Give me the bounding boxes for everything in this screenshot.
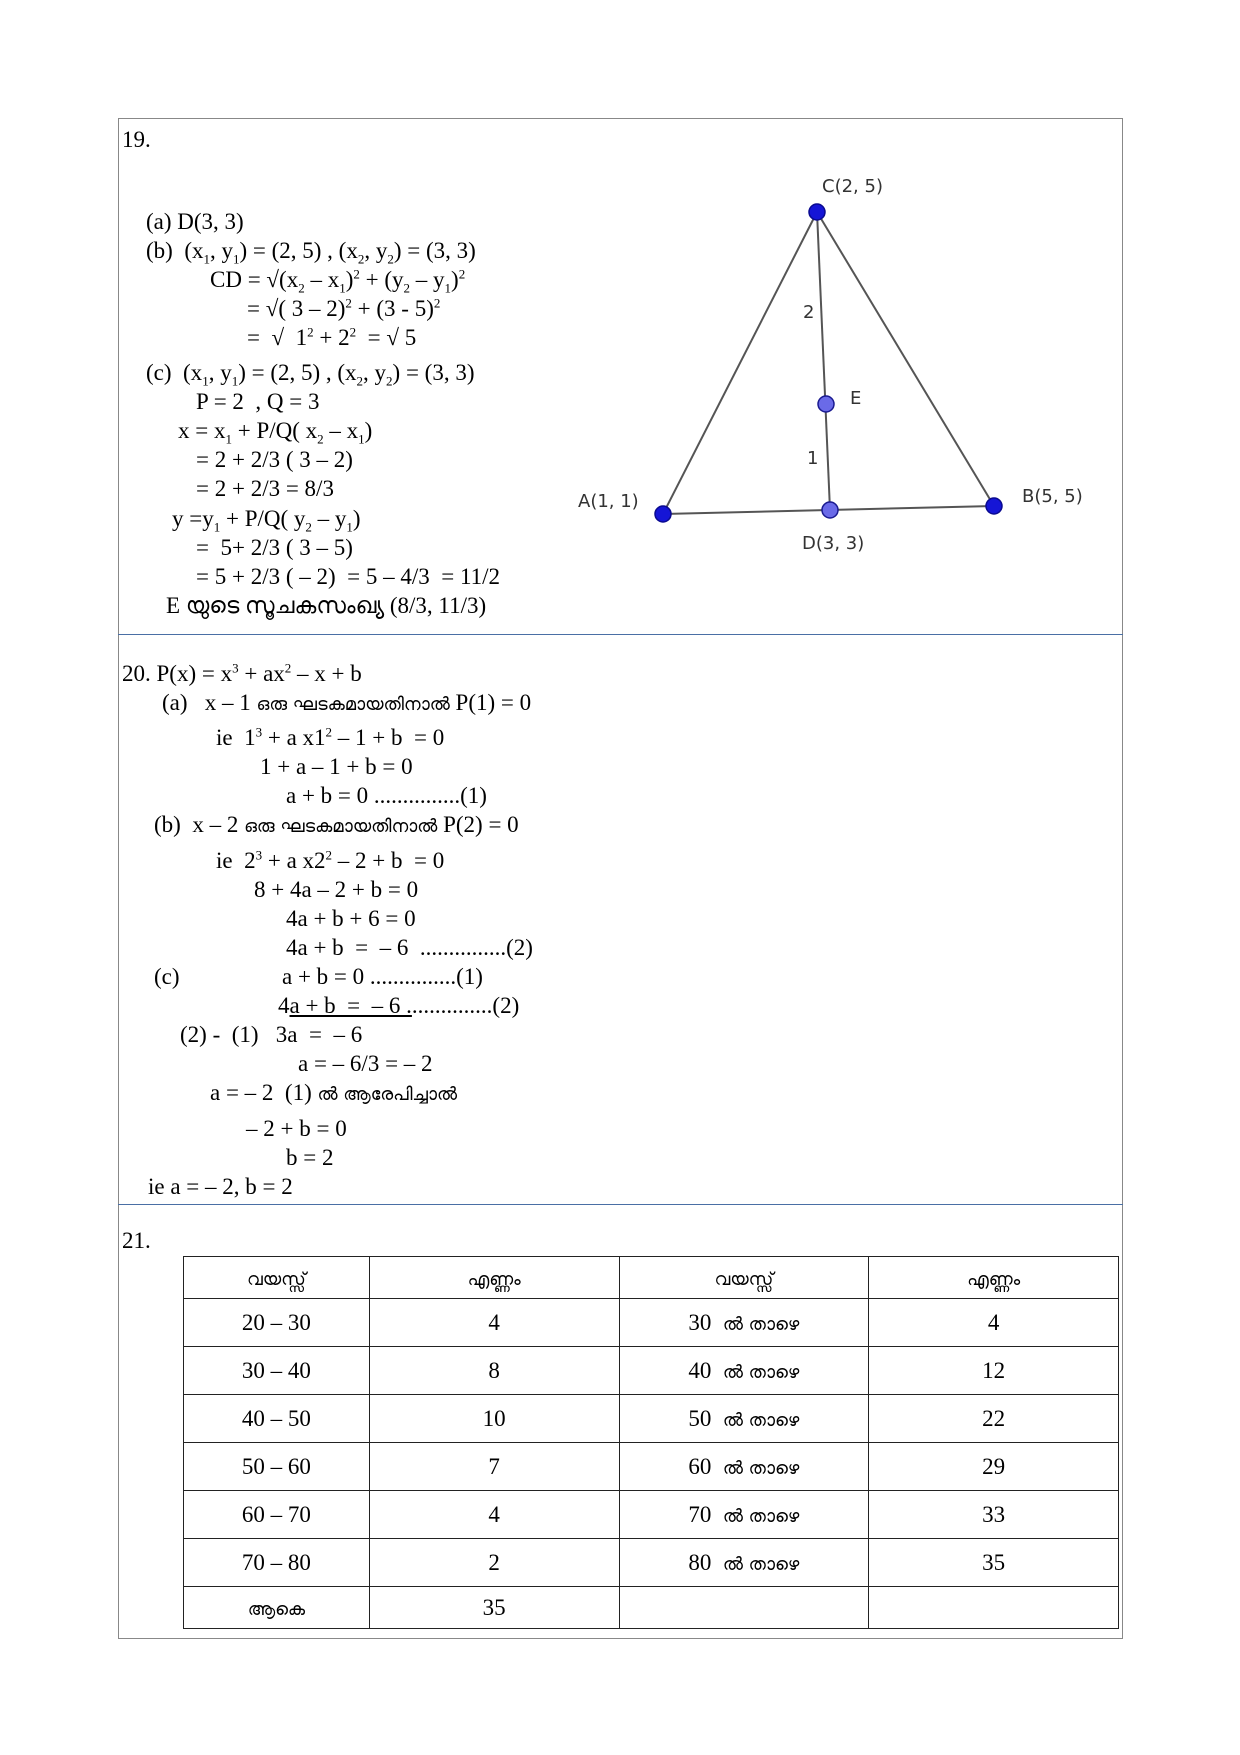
q20-a-step2: 1 + a – 1 + b = 0: [260, 754, 413, 779]
table-header-row: [184, 1257, 1119, 1299]
side-cb: [817, 212, 994, 506]
q20-b-step1: ie $2^3 + a$ $x2^2 - 2 + b = 0$: [216, 847, 445, 873]
below-value: 30 ൽ താഴെ: [619, 1299, 869, 1347]
table-row: [184, 1395, 1119, 1443]
label-a: A(1, 1): [578, 491, 639, 512]
count: 4: [369, 1491, 619, 1539]
q19-part-c: (c) ($x_1$, $y_1) = (2$, 5) , ($x_2$, $y_2) = (3$, 3): [146, 360, 475, 389]
age-range: 50 – 60: [184, 1443, 370, 1491]
q20-a-eq1: a + b = 0 ...............(1): [286, 783, 487, 808]
label-c: C(2, 5): [822, 176, 883, 197]
count: 8: [369, 1347, 619, 1395]
count: 2: [369, 1539, 619, 1587]
label-b: B(5, 5): [1022, 486, 1083, 507]
table-row: [184, 1443, 1119, 1491]
q19-y-formula: $y =y_1 + P/Q$( $y_2 - y_1$): [172, 506, 361, 535]
header-age: വയസ്സ്: [184, 1257, 370, 1299]
below-value: 70 ൽ താഴെ: [619, 1491, 869, 1539]
cumulative-count: 22: [869, 1395, 1119, 1443]
segment-ed-length: 1: [807, 448, 819, 469]
q20-c-substitute: a = – 2 (1) ൽ ആരേപിച്ചാൽ: [210, 1080, 458, 1105]
ml-substitute-text: ൽ ആരേപിച്ചാൽ: [317, 1084, 458, 1105]
q19-x-step2: = 2 + 2/3 = 8/3: [196, 476, 334, 501]
triangle-figure: [560, 168, 1120, 568]
section-divider: [118, 634, 1123, 635]
cumulative-count: 33: [869, 1491, 1119, 1539]
age-range: 40 – 50: [184, 1395, 370, 1443]
empty-cell: [869, 1587, 1119, 1629]
table-row: [184, 1299, 1119, 1347]
frequency-table: [183, 1256, 1119, 1629]
q19-part-a: (a) D(3, 3): [146, 209, 244, 234]
q19-answer: E യുടെ സൂചകസംഖ്യ (8/3, 11/3): [166, 593, 487, 618]
q20-c-eq2: 4a + b = – 6 ...............(2): [278, 993, 520, 1018]
count: 10: [369, 1395, 619, 1443]
segment-ce-length: 2: [803, 302, 815, 323]
cumulative-count: 29: [869, 1443, 1119, 1491]
q20-c-a-value: a = – 6/3 = – 2: [298, 1051, 433, 1076]
q20-b-step2: 8 + 4a – 2 + b = 0: [254, 877, 419, 902]
ml-factor-text: ഒരു ഘടകമായതിനാൽ: [256, 694, 450, 715]
q20-c-b-value: b = 2: [286, 1145, 334, 1170]
q20-c-subtract: (2) - (1) 3a = – 6: [180, 1022, 363, 1047]
label-e: E: [850, 388, 862, 409]
q20-part-a: (a) x – 1 ഒരു ഘടകമായതിനാൽ P(1) = 0: [162, 690, 532, 715]
q19-number: 19.: [122, 127, 151, 152]
empty-cell: [619, 1587, 869, 1629]
table-row: [184, 1491, 1119, 1539]
point-a: [655, 506, 671, 522]
cumulative-count: 35: [869, 1539, 1119, 1587]
count: 4: [369, 1299, 619, 1347]
q19-x-formula: $x = x_1 + P/Q$( $x_2 - x_1$): [178, 418, 373, 447]
point-e: [818, 396, 834, 412]
section-divider: [118, 1204, 1123, 1205]
ml-factor-text: ഒരു ഘടകമായതിനാൽ: [244, 816, 438, 837]
side-ca: [663, 212, 817, 514]
header-cumulative: എണ്ണം: [869, 1257, 1119, 1299]
header-age-below: വയസ്സ്: [619, 1257, 869, 1299]
q19-x-step1: = 2 + 2/3 ( 3 – 2): [196, 447, 353, 472]
table-row: [184, 1347, 1119, 1395]
q20-part-b: (b) x – 2 ഒരു ഘടകമായതിനാൽ P(2) = 0: [154, 812, 519, 837]
q19-cd-formula: CD = $√(x_2 - x_1)^2 + (y_2 - y_1)^2$: [210, 266, 466, 296]
q20-c-eq1: a + b = 0 ...............(1): [282, 964, 483, 989]
age-range: 30 – 40: [184, 1347, 370, 1395]
q19-cd-step1: = √( 3 – 2)$^2$ + (3 - 5)$^2$: [247, 295, 441, 321]
table-row: [184, 1539, 1119, 1587]
age-range: 20 – 30: [184, 1299, 370, 1347]
below-value: 60 ൽ താഴെ: [619, 1443, 869, 1491]
q20-a-step1: ie $1^3 + a$ $x1^2 - 1 + b = 0$: [216, 724, 445, 750]
q19-y-step2: = 5 + 2/3 ( – 2) = 5 – 4/3 = 11/2: [196, 564, 501, 589]
q19-ratio: P = 2 , Q = 3: [196, 389, 320, 414]
age-range: 70 – 80: [184, 1539, 370, 1587]
q19-y-step1: = 5+ 2/3 ( 3 – 5): [196, 535, 353, 560]
below-value: 80 ൽ താഴെ: [619, 1539, 869, 1587]
q20-title: 20. $P(x) = x^3 + ax^2 - x + b$: [122, 660, 362, 686]
q20-b-step3: 4a + b + 6 = 0: [286, 906, 416, 931]
cumulative-count: 4: [869, 1299, 1119, 1347]
q20-part-c: (c): [154, 964, 180, 989]
median-cd: [817, 212, 830, 510]
header-count: എണ്ണം: [369, 1257, 619, 1299]
point-b: [986, 498, 1002, 514]
cumulative-count: 12: [869, 1347, 1119, 1395]
table-total-row: [184, 1587, 1119, 1629]
total-label: ആകെ: [184, 1587, 370, 1629]
total-value: 35: [369, 1587, 619, 1629]
point-c: [809, 204, 825, 220]
q20-final: ie a = – 2, b = 2: [148, 1174, 293, 1199]
q20-b-eq2: 4a + b = – 6 ...............(2): [286, 935, 533, 960]
point-d: [822, 502, 838, 518]
q19-cd-step2: = √ $1^2 + 2^2$ = √ 5: [247, 324, 417, 350]
count: 7: [369, 1443, 619, 1491]
q19-part-b: (b) ($x_1$, $y_1) = (2$, 5) , ($x_2$, $y_2) = (3$, 3): [146, 238, 476, 267]
below-value: 40 ൽ താഴെ: [619, 1347, 869, 1395]
age-range: 60 – 70: [184, 1491, 370, 1539]
q20-c-step: – 2 + b = 0: [246, 1116, 347, 1141]
label-d: D(3, 3): [802, 533, 865, 554]
q21-number: 21.: [122, 1228, 151, 1253]
below-value: 50 ൽ താഴെ: [619, 1395, 869, 1443]
